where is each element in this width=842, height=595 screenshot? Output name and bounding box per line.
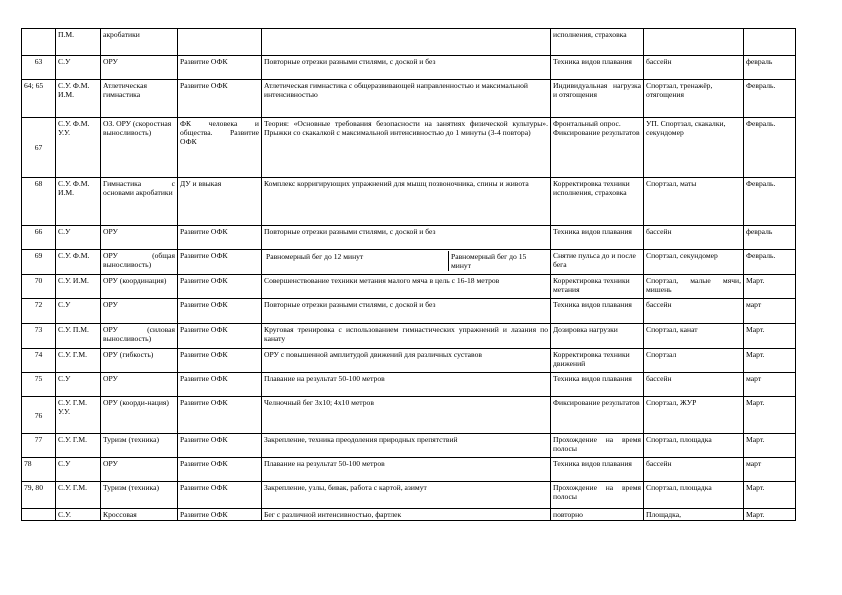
lesson-number: 70 <box>22 275 56 299</box>
place-cell: Спортзал, малые мячи, мишень <box>644 275 744 299</box>
control-cell: повторно <box>551 509 644 521</box>
place-cell: бассейн <box>644 373 744 397</box>
form-cell <box>178 29 262 56</box>
month-cell: Март. <box>744 275 796 299</box>
content-cell: Атлетическая гимнастика с общеразвивающей направленностью и максимальной интенсивностью <box>262 80 551 118</box>
table-row <box>22 482 796 509</box>
content-cell: Повторные отрезки разными стилями, с доской и без <box>262 56 551 80</box>
control-cell: Корректировка техники исполнения, страховка <box>551 178 644 226</box>
control-cell: Фронтальный опрос. Фиксирование результатов <box>551 118 644 178</box>
content-right: Равномерный бег до 15 минут <box>451 252 527 270</box>
table-row <box>22 324 796 349</box>
lesson-number: 76 <box>22 397 56 434</box>
table-row <box>22 349 796 373</box>
topic-cell: ОРУ (общая выносливость) <box>101 250 178 275</box>
month-cell: март <box>744 373 796 397</box>
lesson-number: 68 <box>22 178 56 226</box>
teacher-cell: С.У <box>56 458 101 482</box>
content-cell: Повторные отрезки разными стилями, с доской и без <box>262 299 551 324</box>
place-cell: Спортзал, тренажёр, отягощения <box>644 80 744 118</box>
month-cell: Февраль. <box>744 118 796 178</box>
place-cell: УП. Спортзал, скакалки, секундомер <box>644 118 744 178</box>
topic-cell: ОРУ (силовая выносливость) <box>101 324 178 349</box>
content-split <box>264 251 548 271</box>
month-cell: Март. <box>744 349 796 373</box>
table-row <box>22 226 796 250</box>
form-cell: Развитие ОФК <box>178 482 262 509</box>
table-row <box>22 29 796 56</box>
month-cell: Март. <box>744 324 796 349</box>
teacher-cell: С.У. Ф.М. И.М. <box>56 80 101 118</box>
month-cell: март <box>744 458 796 482</box>
form-cell: Развитие ОФК <box>178 434 262 458</box>
lesson-number: 63 <box>22 56 56 80</box>
lesson-number: 64; 65 <box>22 80 56 118</box>
topic-cell: акробатики <box>101 29 178 56</box>
form-cell: Развитие ОФК <box>178 324 262 349</box>
lesson-number: 74 <box>22 349 56 373</box>
month-cell <box>744 29 796 56</box>
teacher-cell: С.У. Г.М. <box>56 349 101 373</box>
teacher-cell: С.У <box>56 373 101 397</box>
table-row <box>22 434 796 458</box>
form-cell: Развитие ОФК <box>178 226 262 250</box>
table-row <box>22 250 796 275</box>
topic-cell: Атлетическая гимнастика <box>101 80 178 118</box>
control-cell: исполнения, страховка <box>551 29 644 56</box>
teacher-cell: С.У <box>56 299 101 324</box>
teacher-cell: С.У. Ф.М. И.М. <box>56 178 101 226</box>
topic-cell: ОРУ (коорди-нация) <box>101 397 178 434</box>
lesson-number: 77 <box>22 434 56 458</box>
content-cell: Плавание на результат 50-100 метров <box>262 458 551 482</box>
content-cell: Бег с различной интенсивностью, фартлек <box>262 509 551 521</box>
content-cell: Плавание на результат 50-100 метров <box>262 373 551 397</box>
teacher-cell: С.У <box>56 56 101 80</box>
place-cell: бассейн <box>644 226 744 250</box>
control-cell: Прохождение на время полосы <box>551 482 644 509</box>
teacher-cell: С.У. Ф.М. <box>56 250 101 275</box>
teacher-cell: С.У. <box>56 509 101 521</box>
table-row <box>22 397 796 434</box>
table-row <box>22 509 796 521</box>
topic-cell: ОРУ <box>101 56 178 80</box>
place-cell: Спортзал, секундомер <box>644 250 744 275</box>
content-cell: Круговая тренировка с использованием гимнастических упражнений и лазания по канату <box>262 324 551 349</box>
table-row <box>22 56 796 80</box>
lesson-number: 75 <box>22 373 56 397</box>
table-row <box>22 178 796 226</box>
topic-cell: Туризм (техника) <box>101 434 178 458</box>
lesson-number <box>22 29 56 56</box>
control-cell: Техника видов плавания <box>551 373 644 397</box>
place-cell: бассейн <box>644 458 744 482</box>
content-cell: Закрепление, техника преодоления природных препятствий <box>262 434 551 458</box>
content-cell: Теория: «Основные требования безопасности на занятиях физической культуры». Прыжки со скакалкой с максимальной интенсивностью до 1 минуты (3-4 повтора) <box>262 118 551 178</box>
lesson-number: 72 <box>22 299 56 324</box>
month-cell: Март. <box>744 482 796 509</box>
month-cell: Март. <box>744 397 796 434</box>
teacher-cell: С.У. Г.М. <box>56 482 101 509</box>
table-row <box>22 458 796 482</box>
teacher-cell: С.У <box>56 226 101 250</box>
content-cell: Комплекс корригирующих упражнений для мышц позвоночника, спины и живота <box>262 178 551 226</box>
form-cell: Развитие ОФК <box>178 509 262 521</box>
form-cell: Развитие ОФК <box>178 349 262 373</box>
control-cell: Снятие пульса до и после бега <box>551 250 644 275</box>
form-cell: Развитие ОФК <box>178 299 262 324</box>
topic-cell: ОЗ. ОРУ (скоростная выносливость) <box>101 118 178 178</box>
topic-cell: ОРУ <box>101 373 178 397</box>
form-cell: Развитие ОФК <box>178 373 262 397</box>
lesson-number: 78 <box>22 458 56 482</box>
place-cell: Спортзал, площадка <box>644 434 744 458</box>
form-cell: ДУ и ввыкая <box>178 178 262 226</box>
lesson-number: 73 <box>22 324 56 349</box>
form-cell: ФК человека и общества. Развитие ОФК <box>178 118 262 178</box>
topic-cell: Кроссовая <box>101 509 178 521</box>
content-left: Равномерный бег до 12 минут <box>264 251 449 271</box>
month-cell: Март. <box>744 509 796 521</box>
topic-cell: ОРУ <box>101 226 178 250</box>
table-row <box>22 118 796 178</box>
table-row <box>22 80 796 118</box>
place-cell: Спортзал, ЖУР <box>644 397 744 434</box>
control-cell: Техника видов плавания <box>551 458 644 482</box>
content-cell: Челночный бег 3х10; 4х10 метров <box>262 397 551 434</box>
topic-cell: ОРУ (гибкость) <box>101 349 178 373</box>
teacher-cell: С.У. П.М. <box>56 324 101 349</box>
control-cell: Прохождение на время полосы <box>551 434 644 458</box>
place-cell: бассейн <box>644 56 744 80</box>
month-cell: Февраль. <box>744 80 796 118</box>
place-cell: Спортзал <box>644 349 744 373</box>
month-cell: Февраль. <box>744 178 796 226</box>
teacher-cell: П.М. <box>56 29 101 56</box>
table-row <box>22 299 796 324</box>
place-cell: Спортзал, площадка <box>644 482 744 509</box>
teacher-cell: С.У. Ф.М. У.У. <box>56 118 101 178</box>
month-cell: Март. <box>744 434 796 458</box>
form-cell: Развитие ОФК <box>178 458 262 482</box>
control-cell: Дозировка нагрузки <box>551 324 644 349</box>
month-cell: февраль <box>744 56 796 80</box>
form-cell: Развитие ОФК <box>178 275 262 299</box>
lesson-number <box>22 509 56 521</box>
lesson-number: 79, 80 <box>22 482 56 509</box>
lesson-number: 69 <box>22 250 56 275</box>
place-cell: Спортзал, канат <box>644 324 744 349</box>
topic-cell: ОРУ (координация) <box>101 275 178 299</box>
content-cell: Повторные отрезки разными стилями, с доской и без <box>262 226 551 250</box>
lesson-number: 66 <box>22 226 56 250</box>
content-cell: ОРУ с повышенной амплитудой движений для различных суставов <box>262 349 551 373</box>
topic-cell: Гимнастика с основами акробатики <box>101 178 178 226</box>
month-cell: март <box>744 299 796 324</box>
place-cell: бассейн <box>644 299 744 324</box>
control-cell: Корректировка техники метания <box>551 275 644 299</box>
control-cell: Техника видов плавания <box>551 226 644 250</box>
control-cell: Корректировка техники движений <box>551 349 644 373</box>
form-cell: Развитие ОФК <box>178 250 262 275</box>
table-row <box>22 373 796 397</box>
month-cell: Февраль. <box>744 250 796 275</box>
place-cell: Площадка, <box>644 509 744 521</box>
topic-cell: Туризм (техника) <box>101 482 178 509</box>
place-cell: Спортзал, маты <box>644 178 744 226</box>
form-cell: Развитие ОФК <box>178 397 262 434</box>
teacher-cell: С.У. Г.М. У.У. <box>56 397 101 434</box>
teacher-cell: С.У. И.М. <box>56 275 101 299</box>
topic-cell: ОРУ <box>101 299 178 324</box>
form-cell: Развитие ОФК <box>178 56 262 80</box>
place-cell <box>644 29 744 56</box>
month-cell: февраль <box>744 226 796 250</box>
content-cell: Совершенствование техники метания малого мяча в цель с 16-18 метров <box>262 275 551 299</box>
control-cell: Фиксирование результатов <box>551 397 644 434</box>
lesson-number: 67 <box>22 118 56 178</box>
lesson-plan-table <box>21 28 796 521</box>
form-cell: Развитие ОФК <box>178 80 262 118</box>
table-row <box>22 275 796 299</box>
content-cell: Закрепление, узлы, бивак, работа с картой, азимут <box>262 482 551 509</box>
teacher-cell: С.У. Г.М. <box>56 434 101 458</box>
control-cell: Индивидуальная нагрузка и отягощения <box>551 80 644 118</box>
control-cell: Техника видов плавания <box>551 299 644 324</box>
content-cell <box>262 250 551 275</box>
topic-cell: ОРУ <box>101 458 178 482</box>
control-cell: Техника видов плавания <box>551 56 644 80</box>
content-cell <box>262 29 551 56</box>
